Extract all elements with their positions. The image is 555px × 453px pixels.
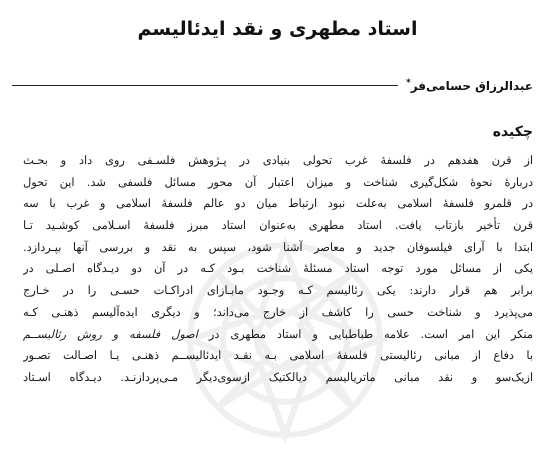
abstract-text: منکر این امر است. علامه طباطبایی و استاد مطهری در	[197, 327, 533, 341]
abstract-text: دربارهٔ نحوهٔ شکل‌گیری شناخت و میزان اعتبار آن محور مسائل فلسفی شد. این تحول	[23, 175, 533, 189]
article-title: استاد مطهری و نقد ایدئالیسم	[137, 18, 418, 40]
abstract-line	[23, 193, 533, 215]
abstract-text: برابر هم قرار دارند: یکی رئالیسم کـه وجـود مابـازای ادراکـات حسـی را در خـارج	[23, 284, 533, 298]
author-footnote-mark: *	[405, 77, 411, 88]
abstract-body	[23, 150, 533, 389]
abstract-line	[23, 258, 533, 280]
abstract-heading: چکیده	[492, 124, 533, 140]
author-name	[406, 78, 533, 93]
author-divider	[12, 85, 398, 86]
abstract-line	[23, 367, 533, 389]
abstract-line	[23, 215, 533, 237]
abstract-text: ابتدا با آرای فیلسوفان جدید و معاصر آشنا شود، سپس به نقد و بررسی آنها بپـردازد.	[23, 240, 533, 254]
author-name-text: عبدالرزاق حسامی‌فر	[410, 78, 533, 93]
abstract-line	[23, 302, 533, 324]
abstract-line	[23, 172, 533, 194]
abstract-text: با دفاع از مبانی رئالیستی فلسفهٔ اسلامی بـه نقـد ایدئالیســم ذهنـی یـا اصـالت تصـور	[23, 349, 533, 363]
abstract-line	[23, 237, 533, 259]
abstract-line	[23, 150, 533, 172]
author-line	[12, 75, 533, 95]
abstract-text: از قرن هفدهم در فلسفهٔ غرب تحولی بنیادی در پـژوهش فلسـفی روی داد و بحـث	[23, 154, 533, 167]
abstract-text: قرن تأخیر بازتاب یافت. استاد مطهری به‌عنوان استاد مبرز فلسفهٔ اسـلامی کوشـید تـا	[23, 219, 533, 233]
abstract-line	[23, 324, 533, 346]
book-title-italic: اصول فلسفه و روش رئالیســم	[23, 327, 198, 341]
abstract-line	[23, 280, 533, 302]
abstract-text: یکی از مسائل مورد توجه استاد مسئلهٔ شناخت بـود کـه در آن دو دیـدگاه اصـلی در	[23, 262, 533, 276]
abstract-line	[23, 345, 533, 367]
abstract-text: ازیک‌سو و نقد مبانی ماتریالیسم دیالکتیک ازسوی‌دیگر مـی‌پردازنـد. دیـدگاه اسـتاد	[23, 370, 533, 384]
abstract-text: در قلمرو فلسفهٔ اسلامی به‌علت نبود ارتباط میان دو عالم فلسفهٔ اسلامی و غرب با سه	[23, 197, 533, 211]
abstract-text: می‌پذیرد و شناخت حسی را کاشف از خارج می‌داند؛ و دیگری ایده‌آلیسم ذهنـی کـه	[23, 305, 533, 319]
